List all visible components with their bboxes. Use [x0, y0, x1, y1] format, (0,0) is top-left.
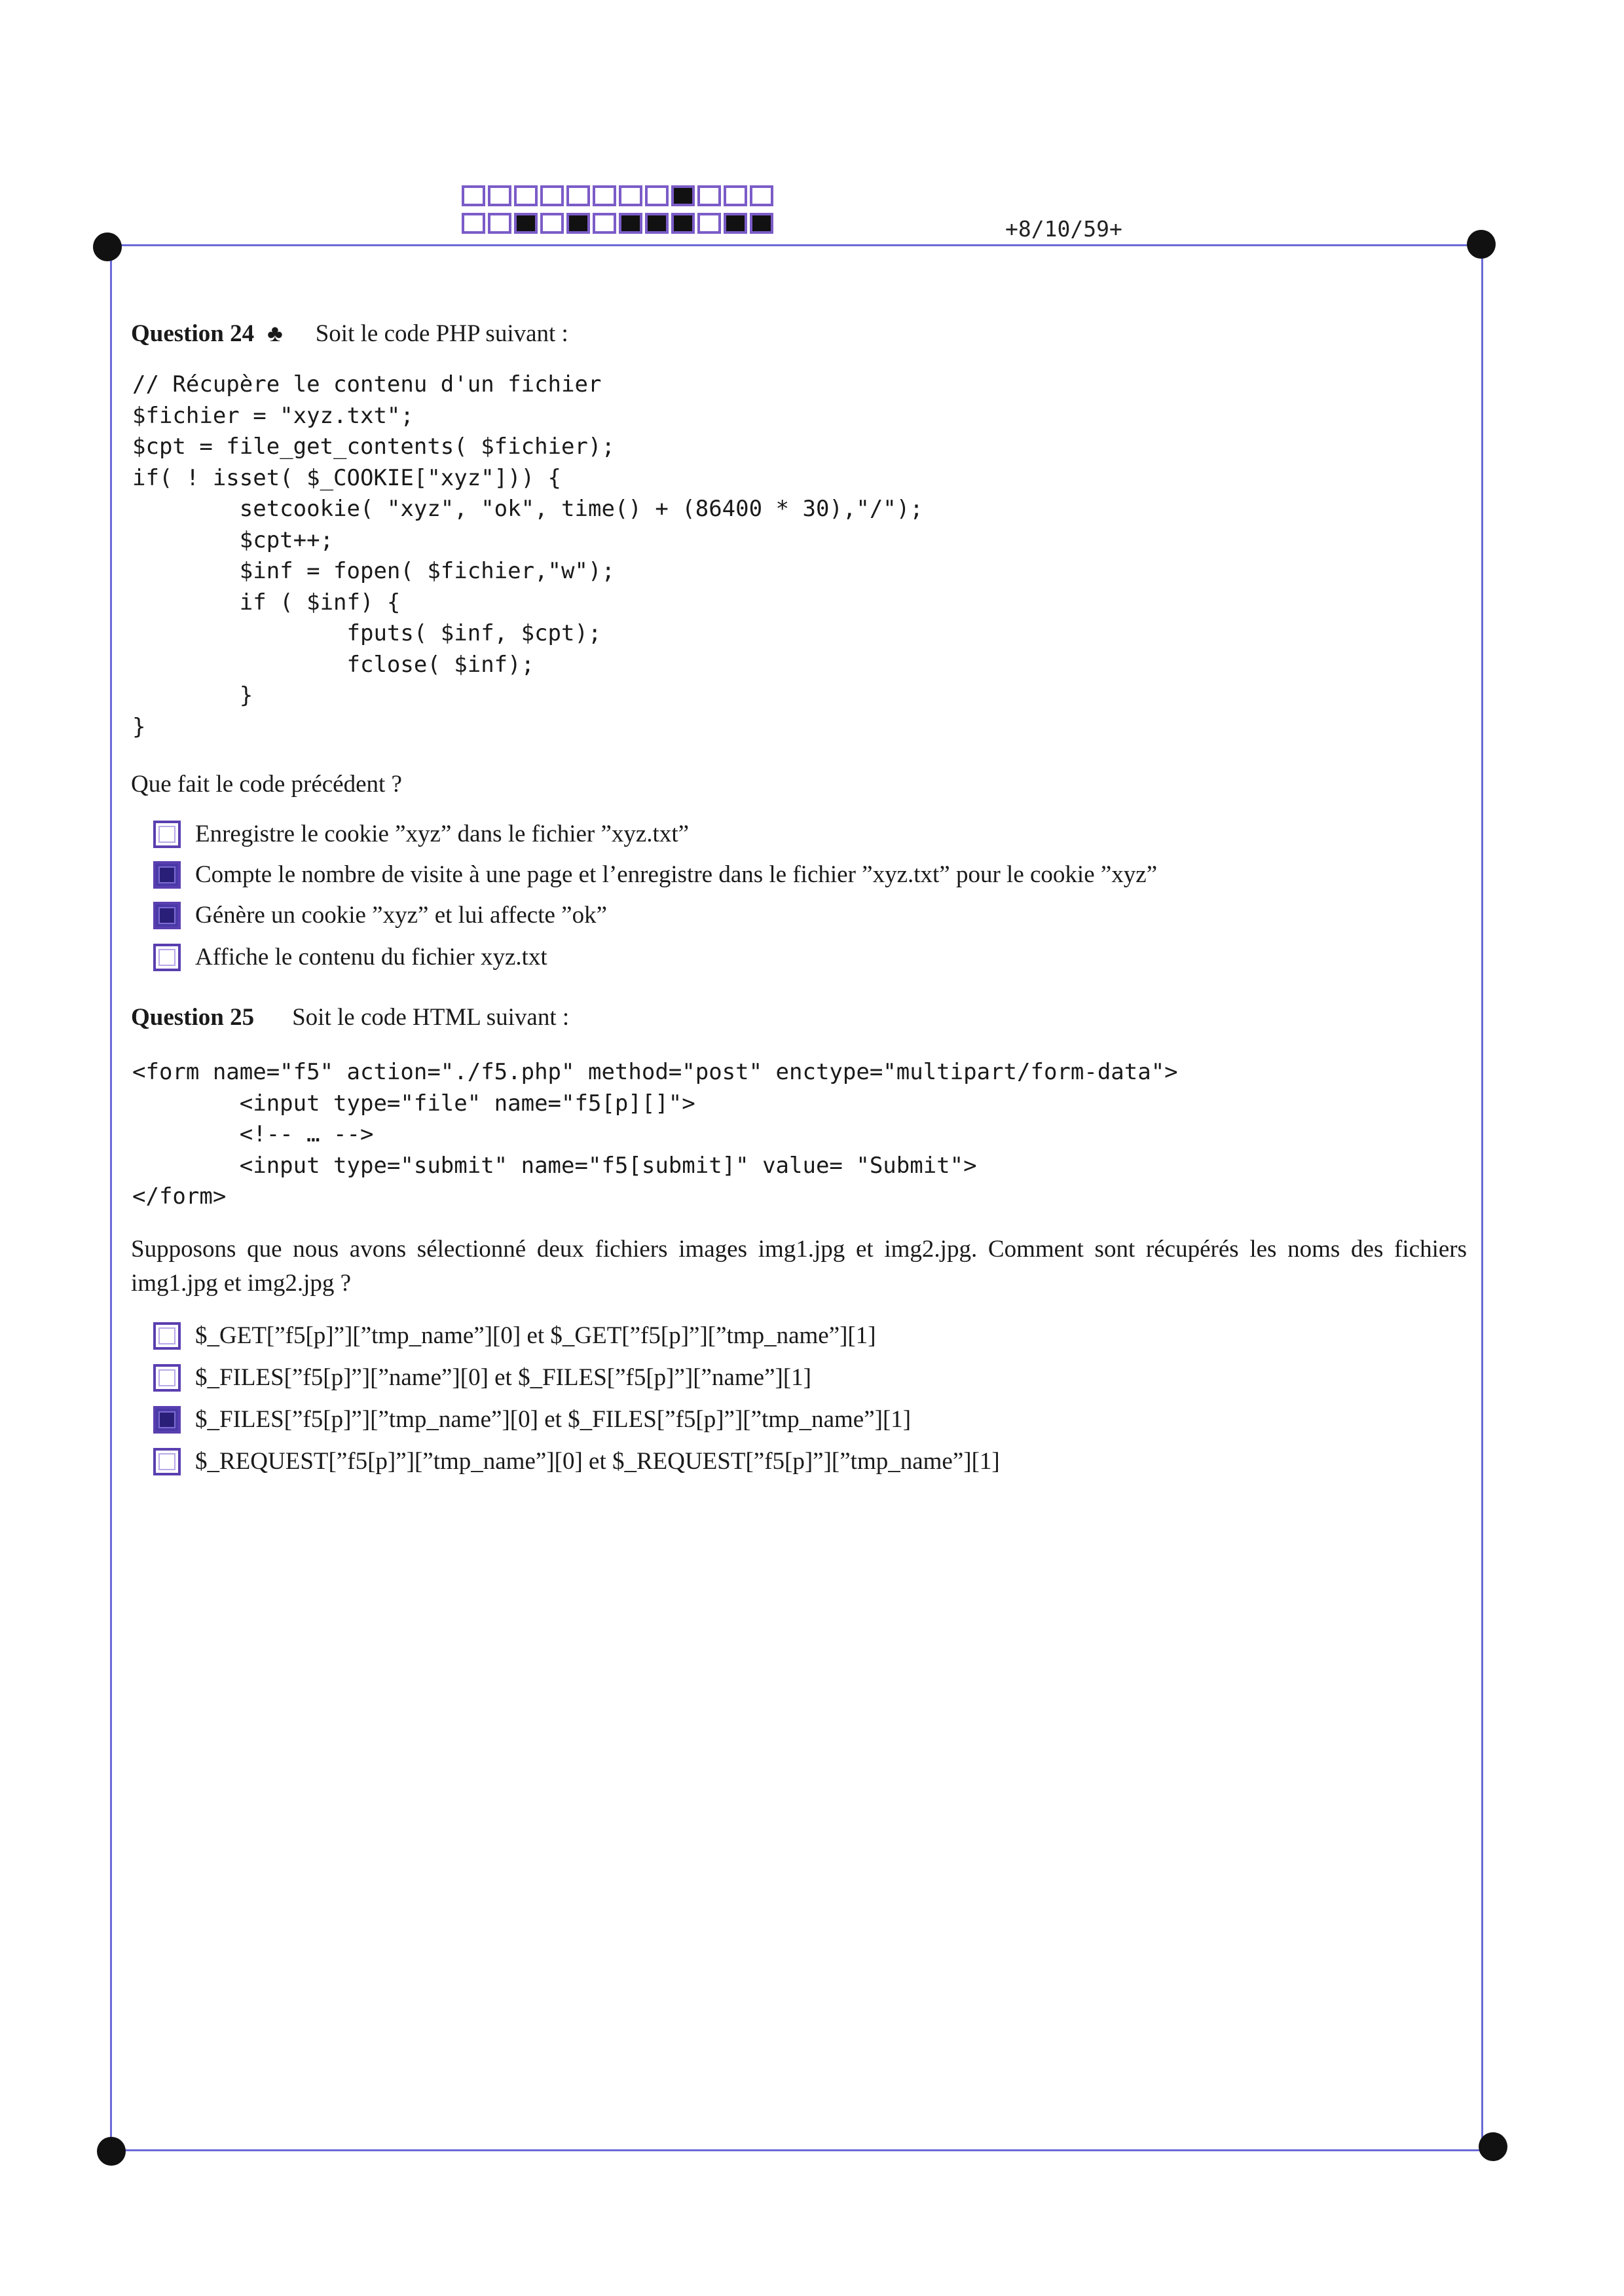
question-24-prompt: Que fait le code précédent ?: [131, 771, 402, 798]
q25-answer-4[interactable]: [153, 1447, 1000, 1475]
q24-answer-2[interactable]: [153, 861, 1157, 889]
binary-code-cell: [619, 185, 642, 206]
q25-answer-3[interactable]: [153, 1405, 911, 1434]
q24-answer-3[interactable]: [153, 901, 607, 929]
q24-answer-1-text: Enregistre le cookie ”xyz” dans le fichier ”xyz.txt”: [195, 821, 690, 847]
binary-code-cell: [488, 213, 511, 234]
binary-code-cell: [645, 185, 669, 206]
q24-checkbox-3[interactable]: [153, 902, 181, 929]
binary-code-cell: [593, 213, 616, 234]
corner-marker-top-left: [93, 232, 122, 261]
corner-marker-bottom-right: [1479, 2132, 1507, 2161]
corner-marker-bottom-left: [97, 2137, 126, 2166]
question-number: Question 24: [131, 320, 255, 347]
q24-answer-4-text: Affiche le contenu du fichier xyz.txt: [195, 944, 547, 971]
binary-code-cell: [540, 185, 564, 206]
page-id: +8/10/59+: [1005, 216, 1122, 242]
q25-checkbox-4[interactable]: [153, 1448, 181, 1475]
q25-answer-2[interactable]: [153, 1363, 811, 1392]
binary-code-cell: [724, 185, 747, 206]
binary-code-cell: [750, 213, 773, 234]
binary-code-cell: [593, 185, 616, 206]
binary-code-cell: [697, 185, 721, 206]
club-icon: ♣: [267, 320, 283, 346]
q24-answer-3-text: Génère un cookie ”xyz” et lui affecte ”ok”: [195, 902, 607, 929]
q25-checkbox-3[interactable]: [153, 1406, 181, 1434]
frame-left-line: [110, 244, 112, 2152]
frame-top-line: [108, 244, 1483, 246]
question-25-title: [131, 1003, 569, 1031]
binary-code-cell: [462, 213, 485, 234]
binary-code-row-1: [462, 185, 773, 206]
php-code-block: // Récupère le contenu d'un fichier $fichier = "xyz.txt"; $cpt = file_get_contents( $fichier); if( ! isset( $_COOKIE["xyz"])) { setcookie( "xyz", "ok", time() + (86400 * 30),"/"); $cpt++; $inf = fopen( $fichier,"w"); if ( $inf) { fputs( $inf, $cpt); fclose( $inf); } }: [132, 371, 923, 740]
binary-code-cell: [540, 213, 564, 234]
q25-answer-3-text: $_FILES[”f5[p]”][”tmp_name”][0] et $_FILES[”f5[p]”][”tmp_name”][1]: [195, 1406, 912, 1433]
question-25-prompt: Supposons que nous avons sélectionné deux fichiers images img1.jpg et img2.jpg. Comment sont récupérés les noms des fichiers img1.jpg et img2.jpg ?: [131, 1236, 1467, 1297]
binary-code-cell: [697, 213, 721, 234]
q25-checkbox-1[interactable]: [153, 1322, 181, 1350]
binary-code-cell: [645, 213, 669, 234]
q25-answer-2-text: $_FILES[”f5[p]”][”name”][0] et $_FILES[”f5[p]”][”name”][1]: [195, 1364, 811, 1391]
html-code-block: <form name="f5" action="./f5.php" method="post" enctype="multipart/form-data"> <input type="file" name="f5[p][]"> <!-- … --> <input type="submit" name="f5[submit]" value= "Submit"> </form>: [132, 1059, 1178, 1210]
frame-bottom-line: [110, 2149, 1493, 2151]
q24-answer-1[interactable]: [153, 820, 689, 848]
binary-code-cell: [750, 185, 773, 206]
binary-code-cell: [514, 185, 538, 206]
binary-code-row-2: [462, 213, 773, 234]
question-intro: Soit le code PHP suivant :: [315, 320, 568, 347]
q24-checkbox-2[interactable]: [153, 861, 181, 889]
binary-code-cell: [619, 213, 642, 234]
binary-code-cell: [671, 213, 695, 234]
binary-code-cell: [514, 213, 538, 234]
binary-id-code: [462, 185, 773, 240]
binary-code-cell: [566, 185, 590, 206]
q24-checkbox-4[interactable]: [153, 944, 181, 971]
q25-answer-1[interactable]: [153, 1322, 876, 1350]
binary-code-cell: [671, 185, 695, 206]
q25-answer-4-text: $_REQUEST[”f5[p]”][”tmp_name”][0] et $_REQUEST[”f5[p]”][”tmp_name”][1]: [195, 1448, 1000, 1475]
corner-marker-top-right: [1467, 230, 1496, 259]
binary-code-cell: [488, 185, 511, 206]
binary-code-cell: [462, 185, 485, 206]
q25-checkbox-2[interactable]: [153, 1364, 181, 1392]
binary-code-cell: [566, 213, 590, 234]
q25-answer-1-text: $_GET[”f5[p]”][”tmp_name”][0] et $_GET[”f5[p]”][”tmp_name”][1]: [195, 1322, 876, 1349]
question-intro: Soit le code HTML suivant :: [292, 1004, 570, 1031]
q24-answer-4[interactable]: [153, 943, 547, 971]
q24-checkbox-1[interactable]: [153, 821, 181, 848]
question-number: Question 25: [131, 1004, 255, 1031]
q24-answer-2-text: Compte le nombre de visite à une page et l’enregistre dans le fichier ”xyz.txt” pour le cookie ”xyz”: [195, 861, 1158, 888]
question-24-title: [131, 320, 568, 348]
binary-code-cell: [724, 213, 747, 234]
frame-right-line: [1481, 244, 1483, 2150]
